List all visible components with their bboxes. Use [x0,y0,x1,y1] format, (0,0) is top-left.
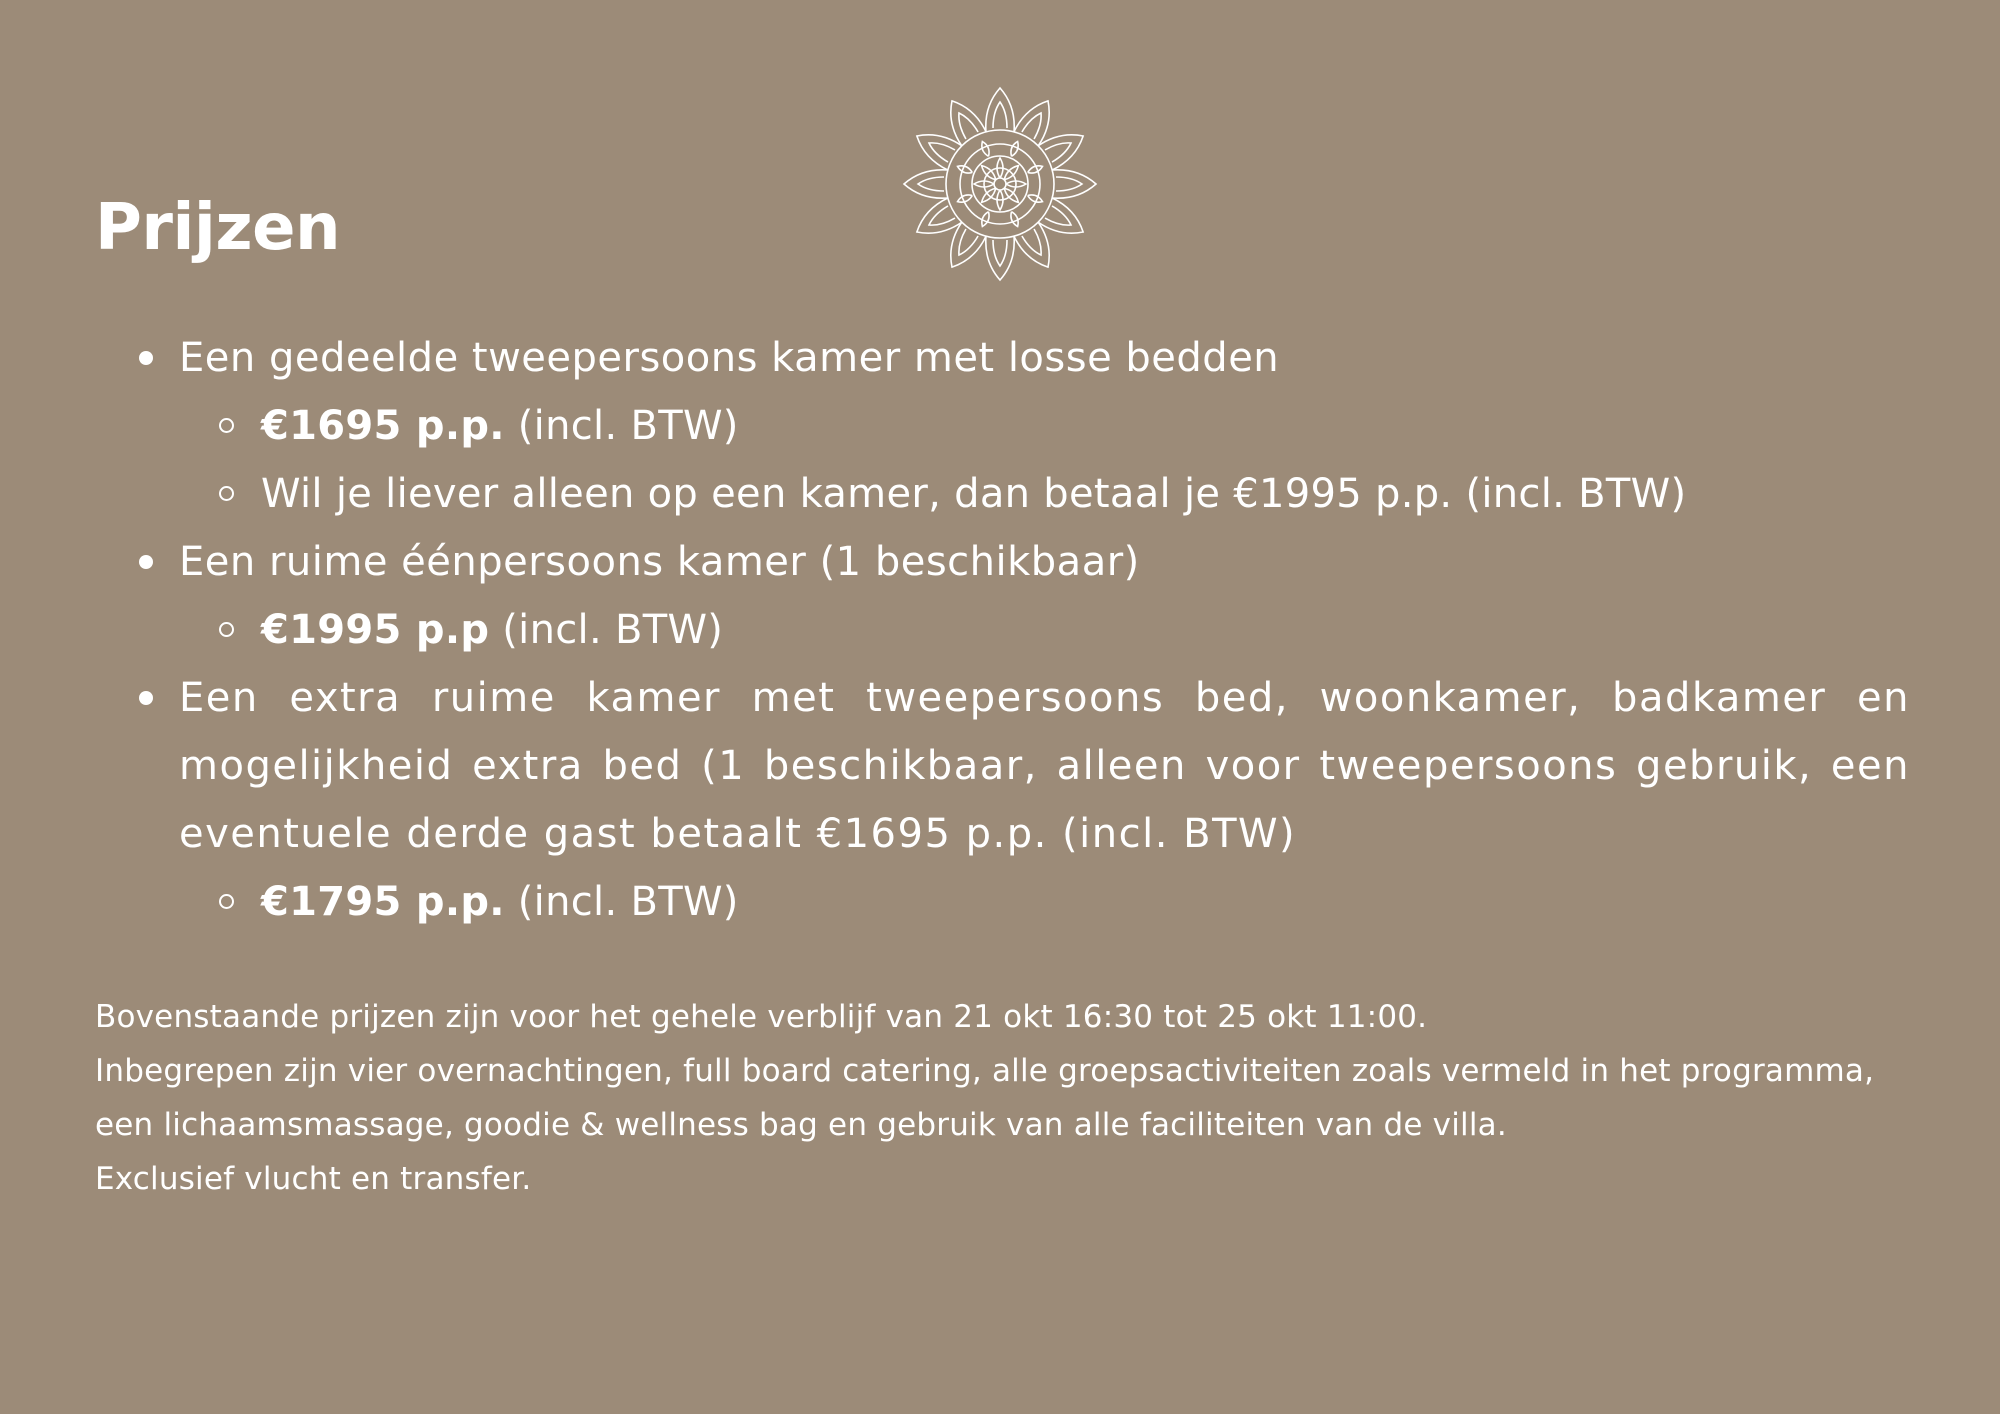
sub-item [95,596,1910,664]
excluded-text: Exclusief vlucht en transfer. [95,1161,532,1197]
bullet-icon [139,351,153,365]
bullet-icon [139,555,153,569]
price-value: €1795 p.p. [261,879,505,925]
mandala-icon [900,84,1100,284]
price-value: €1695 p.p. [261,403,505,449]
list-item [95,324,1910,392]
circle-bullet-icon [219,486,234,501]
footer-notes [95,990,1910,1206]
page-title: Prijzen [95,191,341,265]
price-note: (incl. BTW) [504,403,739,449]
item-label: Een ruime éénpersoons kamer (1 beschikbaar) [179,539,1140,585]
sub-item [95,392,1910,460]
item-label: Een gedeelde tweepersoons kamer met losse bedden [179,335,1280,381]
circle-bullet-icon [219,622,234,637]
sub-item [95,868,1910,936]
list-item [95,664,1910,868]
sub-item [95,460,1910,528]
price-note: (incl. BTW) [504,879,739,925]
price-note: Wil je liever alleen op een kamer, dan betaal je €1995 p.p. (incl. BTW) [261,471,1687,517]
circle-bullet-icon [219,418,234,433]
price-list [95,324,1910,936]
bullet-icon [139,691,153,705]
price-note: (incl. BTW) [489,607,724,653]
list-item [95,528,1910,596]
stay-period-text: Bovenstaande prijzen zijn voor het gehele verblijf van 21 okt 16:30 tot 25 okt 11:00. [95,999,1428,1035]
price-value: €1995 p.p [261,607,490,653]
circle-bullet-icon [219,894,234,909]
included-text: Inbegrepen zijn vier overnachtingen, full board catering, alle groepsactiviteiten zoals vermeld in het programma, een lichaamsmassage, goodie & wellness bag en gebruik van alle faciliteiten van de villa. [95,1053,1875,1143]
item-label: Een extra ruime kamer met tweepersoons bed, woonkamer, badkamer en mogelijkheid extra bed (1 beschikbaar, alleen voor tweepersoons gebruik, een eventuele derde gast betaalt €1695 p.p. (incl. BTW) [179,675,1910,857]
